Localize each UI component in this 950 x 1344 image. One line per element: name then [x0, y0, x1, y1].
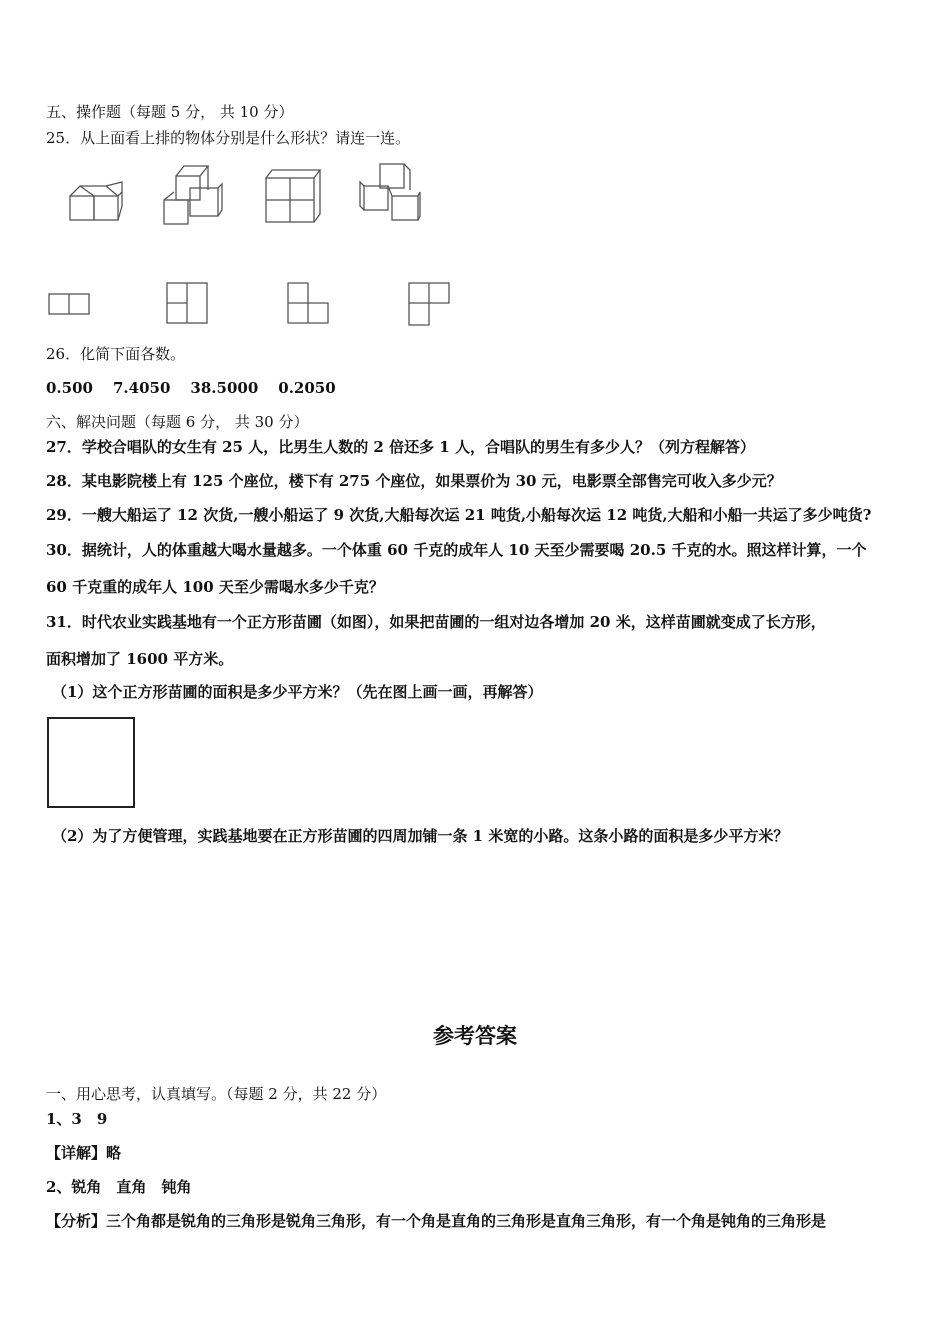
number-3: 38.5000	[190, 379, 259, 397]
question-29: 29．一艘大船运了 12 次货,一艘小船运了 9 次货,大船每次运 21 吨货,小船每次运 12 吨货,大船和小船一共运了多少吨货?	[46, 506, 872, 524]
question-31-line-1: 31．时代农业实践基地有一个正方形苗圃（如图），如果把苗圃的一组对边各增加 20 米，这样苗圃就变成了长方形，	[46, 613, 826, 631]
top-view-figure-4	[406, 282, 452, 328]
question-31-part-2: （2）为了方便管理，实践基地要在正方形苗圃的四周加铺一条 1 米宽的小路。这条小路的面积是多少平方米？	[52, 827, 789, 845]
question-26: 26．化简下面各数。	[46, 345, 186, 363]
number-4: 0.2050	[278, 379, 336, 397]
top-view-figure-3	[287, 282, 331, 326]
cube-figure-3	[264, 168, 322, 226]
cube-figure-2	[162, 162, 226, 228]
question-30-line-1: 30．据统计，人的体重越大喝水量越多。一个体重 60 千克的成年人 10 天至少需要喝 20.5 千克的水。照这样计算，一个	[46, 541, 867, 559]
top-view-figure-2	[166, 282, 210, 326]
question-30-line-2: 60 千克重的成年人 100 天至少需喝水多少千克？	[46, 578, 384, 596]
number-1: 0.500	[46, 379, 93, 397]
square-nursery-figure	[47, 717, 135, 808]
answer-key-title: 参考答案	[433, 1024, 517, 1048]
question-27: 27．学校合唱队的女生有 25 人，比男生人数的 2 倍还多 1 人，合唱队的男生有多少人？（列方程解答）	[46, 438, 755, 456]
number-list	[46, 378, 336, 398]
section-6-heading: 六、解决问题（每题 6 分， 共 30 分）	[46, 413, 309, 431]
answer-section-1-heading: 一、用心思考，认真填写。（每题 2 分，共 22 分）	[46, 1085, 387, 1103]
cube-figure-1	[68, 178, 124, 224]
question-28: 28．某电影院楼上有 125 个座位，楼下有 275 个座位，如果票价为 30 元，电影票全部售完可收入多少元？	[46, 472, 782, 490]
top-view-figure-1	[48, 293, 92, 315]
answer-1-detail: 【详解】略	[46, 1144, 122, 1162]
answer-1: 1、3 9	[46, 1110, 108, 1128]
section-5-heading: 五、操作题（每题 5 分， 共 10 分）	[46, 103, 294, 121]
cube-figure-4	[358, 160, 426, 224]
question-31-part-1: （1）这个正方形苗圃的面积是多少平方米？（先在图上画一画，再解答）	[52, 683, 543, 701]
question-31-line-2: 面积增加了 1600 平方米。	[46, 650, 234, 668]
answer-2: 2、锐角 直角 钝角	[46, 1178, 192, 1196]
answer-2-analysis: 【分析】三个角都是锐角的三角形是锐角三角形，有一个角是直角的三角形是直角三角形，有一个角是钝角的三角形是	[46, 1212, 827, 1230]
number-2: 7.4050	[112, 379, 171, 397]
question-25: 25．从上面看上排的物体分别是什么形状？请连一连。	[46, 129, 411, 147]
